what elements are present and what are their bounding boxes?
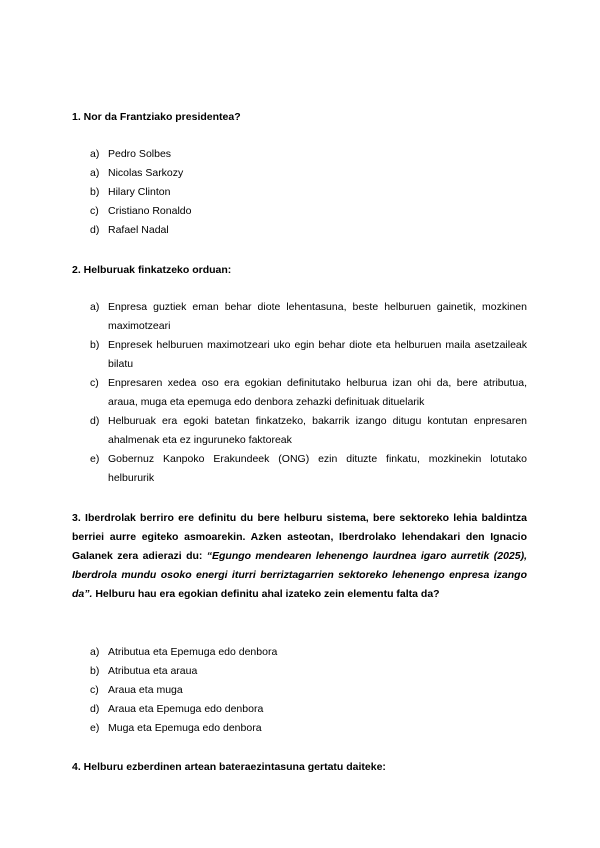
question-3-intro: 3. Iberdrolak berriro ere definitu du bere helburu sistema, bere sektoreko lehia baldintza berriei aurre egiteko asmoarekin. Azken asteotan, Iberdrolako lehendakari den Ignacio Galanek zera adierazi du: — [72, 512, 527, 562]
option-marker: e) — [90, 722, 100, 734]
option-marker: b) — [90, 339, 100, 351]
question-3-outro: Helburu hau era egokian definitu ahal izateko zein elementu falta da? — [92, 588, 440, 600]
option-marker: b) — [90, 665, 100, 677]
option-marker: a) — [90, 301, 100, 313]
option-text: Cristiano Ronaldo — [108, 205, 192, 217]
option-text: Hilary Clinton — [108, 186, 171, 198]
option-marker: c) — [90, 684, 99, 696]
option-item — [72, 681, 527, 700]
option-text: Nicolas Sarkozy — [108, 167, 184, 179]
option-text: Enpresaren xedea oso era egokian definitutako helburua izan ohi da, bere atributua, araua, muga eta epemuga edo denbora zehazki definituak dituelarik — [108, 377, 527, 408]
option-text: Gobernuz Kanpoko Erakundeek (ONG) ezin dituzte finkatu, mozkinekin lotutako helbururik — [108, 453, 527, 484]
option-text: Atributua eta araua — [108, 665, 198, 677]
question-4-title: 4. Helburu ezberdinen artean bateraezintasuna gertatu daiteke: — [72, 761, 386, 773]
option-item — [72, 662, 527, 681]
option-item — [72, 336, 527, 374]
question-1-title: 1. Nor da Frantziako presidentea? — [72, 111, 241, 123]
option-item — [72, 374, 527, 412]
question-2-options — [72, 298, 527, 488]
option-text: Atributua eta Epemuga edo denbora — [108, 646, 278, 658]
option-marker: c) — [90, 205, 99, 217]
option-item — [72, 298, 527, 336]
option-item — [72, 450, 527, 488]
question-3-options — [72, 643, 527, 738]
option-marker: c) — [90, 377, 99, 389]
option-marker: d) — [90, 415, 100, 427]
option-item — [72, 164, 527, 183]
option-marker: d) — [90, 703, 100, 715]
question-3-quote: “Egungo mendearen lehenengo laurdnea igaro aurretik (2025), Iberdrola mundu osoko energi iturri berriztagarrien sektoreko lehenengo enpresa izango da”. — [72, 550, 527, 600]
option-item — [72, 700, 527, 719]
option-item — [72, 643, 527, 662]
option-marker: a) — [90, 646, 100, 658]
option-text: Muga eta Epemuga edo denbora — [108, 722, 262, 734]
option-item — [72, 719, 527, 738]
option-item — [72, 183, 527, 202]
option-text: Araua eta muga — [108, 684, 183, 696]
option-text: Pedro Solbes — [108, 148, 172, 160]
option-text: Rafael Nadal — [108, 224, 169, 236]
option-text: Enpresek helburuen maximotzeari uko egin behar diote eta helburuen maila asetzaileak bilatu — [108, 339, 527, 370]
option-item — [72, 221, 527, 240]
option-text: Enpresa guztiek eman behar diote lehentasuna, beste helburuen gainetik, mozkinen maximotzeari — [108, 301, 527, 332]
option-text: Helburuak era egoki batetan finkatzeko, bakarrik izango ditugu kontutan enpresaren ahalmenak eta ez inguruneko faktoreak — [108, 415, 527, 446]
option-marker: d) — [90, 224, 100, 236]
question-1-options — [72, 145, 527, 240]
option-marker: a) — [90, 148, 100, 160]
option-item — [72, 145, 527, 164]
option-marker: e) — [90, 453, 100, 465]
option-item — [72, 202, 527, 221]
option-text: Araua eta Epemuga edo denbora — [108, 703, 264, 715]
option-item — [72, 412, 527, 450]
option-marker: a) — [90, 167, 100, 179]
question-3-text — [72, 509, 527, 604]
option-marker: b) — [90, 186, 100, 198]
question-2-title: 2. Helburuak finkatzeko orduan: — [72, 264, 232, 276]
